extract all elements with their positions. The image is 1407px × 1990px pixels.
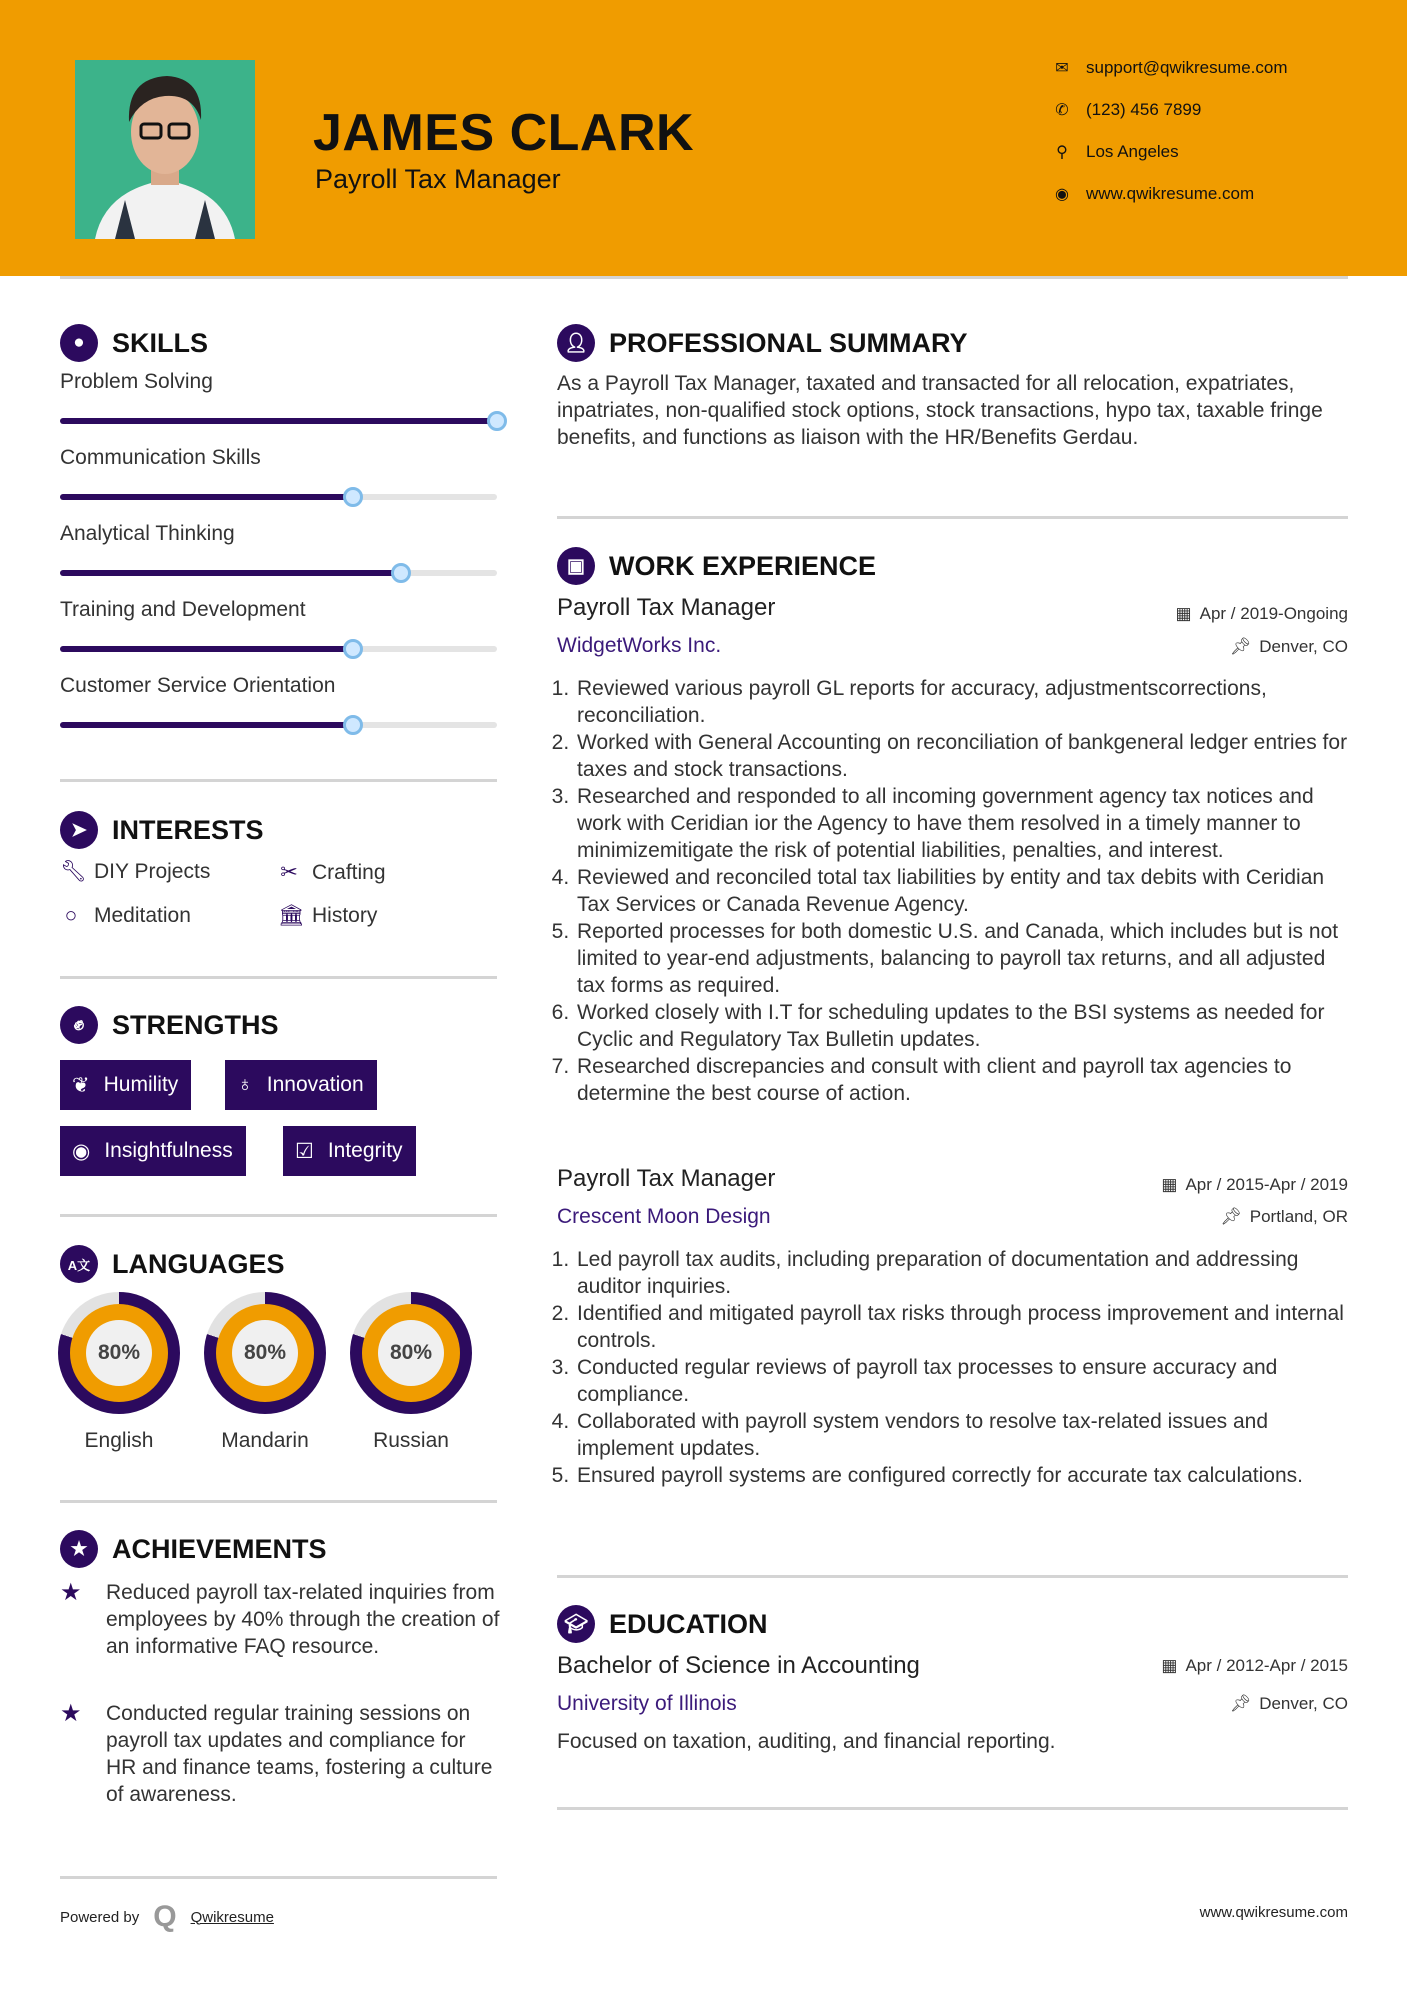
candidate-title: Payroll Tax Manager: [315, 164, 561, 194]
skill-item: [60, 522, 497, 546]
education-location: 📌︎ Denver, CO: [1229, 1694, 1348, 1713]
skill-bar-knob: [343, 487, 363, 507]
profile-photo: [75, 60, 255, 239]
duty-item: 5. Ensured payroll systems are configured correctly for accurate tax calculations.: [575, 1462, 1348, 1489]
duty-item: 6. Worked closely with I.T for scheduling updates to the BSI systems as needed for Cyclic and Regulatory Tax Bulletin updates.: [575, 999, 1348, 1053]
check-square-icon: ☑: [295, 1139, 314, 1163]
strength-tag: ❦ Humility: [60, 1060, 191, 1110]
strengths-heading: ✊︎ STRENGTHS: [60, 1006, 279, 1044]
job-dates: ▦ Apr / 2019-Ongoing: [1175, 604, 1348, 623]
skill-label: Communication Skills: [60, 446, 261, 469]
scissors-icon: ✂: [280, 861, 298, 884]
duty-item: 4. Reviewed and reconciled total tax liabilities by entity and tax debits with Ceridian Tax Services or Canada Revenue Agency.: [575, 864, 1348, 918]
work-heading: ▣ WORK EXPERIENCE: [557, 547, 876, 585]
skill-label: Analytical Thinking: [60, 522, 235, 545]
duty-item: 2. Identified and mitigated payroll tax risks through process improvement and internal controls.: [575, 1300, 1348, 1354]
globe-icon: ◉: [1055, 186, 1069, 203]
skill-bar-knob: [343, 715, 363, 735]
skill-bar-fill: [60, 494, 353, 500]
job-company: WidgetWorks Inc.: [557, 634, 722, 657]
museum-icon: 🏛︎: [278, 904, 305, 927]
qwikresume-link[interactable]: Qwikresume: [190, 1908, 274, 1926]
language-label: Mandarin: [221, 1429, 309, 1452]
contact-location: [1052, 142, 1179, 162]
skill-item: [60, 674, 497, 698]
skill-item: [60, 446, 497, 470]
qwikresume-logo-icon: Q: [153, 1900, 177, 1933]
contact-email[interactable]: [1052, 58, 1288, 78]
website-text: www.qwikresume.com: [1086, 184, 1255, 203]
skill-item: [60, 598, 497, 622]
skill-bar: [60, 418, 497, 424]
job-company: Crescent Moon Design: [557, 1205, 771, 1228]
achievements-heading: ★ ACHIEVEMENTS: [60, 1530, 327, 1568]
language-percent: 80%: [378, 1320, 444, 1386]
user-icon: 👤︎: [557, 324, 595, 362]
language-percent: 80%: [232, 1320, 298, 1386]
skill-label: Training and Development: [60, 598, 306, 621]
language-label: English: [84, 1429, 154, 1452]
skill-bar: [60, 570, 497, 576]
paper-plane-icon: ➤: [60, 811, 98, 849]
skill-label: Problem Solving: [60, 370, 213, 393]
divider: [60, 1214, 497, 1217]
language-donut: [350, 1292, 472, 1414]
skills-heading: ● SKILLS: [60, 324, 208, 362]
duty-item: 1. Reviewed various payroll GL reports for accuracy, adjustmentscorrections, reconciliation.: [575, 675, 1348, 729]
achievement-item: ★ Reduced payroll tax-related inquiries from employees by 40% through the creation of an informative FAQ resource.: [60, 1579, 500, 1658]
duty-item: 7. Researched discrepancies and consult with client and payroll tax agencies to determine the best course of action.: [575, 1053, 1348, 1107]
interest-item: 🔧︎ DIY Projects: [60, 860, 211, 883]
job-dates: ▦ Apr / 2015-Apr / 2019: [1161, 1175, 1348, 1194]
strength-tag: ◉ Insightfulness: [60, 1126, 246, 1176]
location-text: Los Angeles: [1086, 142, 1179, 161]
language-donut: [204, 1292, 326, 1414]
candidate-name: JAMES CLARK: [313, 104, 695, 162]
job-title: Payroll Tax Manager: [557, 1165, 776, 1192]
summary-heading: 👤︎ PROFESSIONAL SUMMARY: [557, 324, 968, 362]
languages-heading: A文 LANGUAGES: [60, 1245, 285, 1283]
interest-item: 🏛︎ History: [278, 904, 378, 927]
calendar-icon: ▦: [1161, 1175, 1178, 1194]
divider: [557, 1575, 1348, 1578]
pin-icon: 📌︎: [1229, 1694, 1252, 1713]
summary-text: As a Payroll Tax Manager, taxated and transacted for all relocation, expatriates, inpatriates, non-qualified stock options, stock transactions, hypo tax, taxable fringe benefits, and functions as liaison with the HR/Benefits Gerdau.: [557, 372, 1323, 449]
language-label: Russian: [373, 1429, 449, 1452]
skill-bar-fill: [60, 722, 353, 728]
job-duties: [557, 675, 1348, 1107]
strength-tag: ♁ Innovation: [225, 1060, 377, 1110]
star-icon: ★: [60, 1579, 82, 1606]
interest-item: ✂ Crafting: [278, 860, 386, 885]
duty-item: 3. Researched and responded to all incoming government agency tax notices and work with Ceridian ior the Agency to have them resolved in a timely manner to minimizemitigate the risk of potential liabilities, penalties, and interest.: [575, 783, 1348, 864]
job-title: Payroll Tax Manager: [557, 594, 776, 621]
briefcase-icon: ▣: [557, 547, 595, 585]
footer-powered-by: Powered by Q Qwikresume: [60, 1900, 274, 1933]
job-location: 📌︎ Denver, CO: [1229, 637, 1348, 656]
header-divider: [60, 276, 1348, 279]
footer-website[interactable]: www.qwikresume.com: [1199, 1904, 1348, 1921]
wrench-icon: 🔧︎: [60, 860, 87, 883]
divider: [557, 516, 1348, 519]
skill-bar-knob: [343, 639, 363, 659]
eye-icon: ◉: [72, 1139, 91, 1163]
skill-bar-knob: [391, 563, 411, 583]
education-description: Focused on taxation, auditing, and financial reporting.: [557, 1730, 1056, 1753]
graduate-icon: 🎓︎: [557, 1605, 595, 1643]
pin-icon: 📌︎: [1229, 637, 1252, 656]
education-heading: 🎓︎ EDUCATION: [557, 1605, 768, 1643]
email-text: support@qwikresume.com: [1086, 58, 1288, 77]
skill-bar-fill: [60, 570, 401, 576]
divider: [557, 1807, 1348, 1810]
language-percent: 80%: [86, 1320, 152, 1386]
divider: [60, 976, 497, 979]
duty-item: 5. Reported processes for both domestic U.S. and Canada, which includes but is not limited to year-end adjustments, balancing to payroll tax returns, and all adjusted tax forms as required.: [575, 918, 1348, 999]
achievement-item: ★ Conducted regular training sessions on payroll tax updates and compliance for HR and finance teams, fostering a culture of awareness.: [60, 1700, 493, 1806]
duty-item: 2. Worked with General Accounting on reconciliation of bankgeneral ledger entries for taxes and stock transactions.: [575, 729, 1348, 783]
map-marker-icon: ⚲: [1056, 144, 1068, 161]
duty-item: 4. Collaborated with payroll system vendors to resolve tax-related issues and implement updates.: [575, 1408, 1348, 1462]
interest-item: ○ Meditation: [60, 904, 191, 928]
pin-icon: 📌︎: [1220, 1207, 1242, 1226]
skill-bar: [60, 494, 497, 500]
skill-bar: [60, 646, 497, 652]
strength-tag: ☑ Integrity: [283, 1126, 416, 1176]
circle-icon: ○: [64, 904, 78, 927]
degree: Bachelor of Science in Accounting: [557, 1652, 920, 1679]
school: University of Illinois: [557, 1692, 737, 1715]
translate-icon: A文: [60, 1245, 98, 1283]
leaf-icon: ❦: [72, 1073, 90, 1097]
interests-heading: ➤ INTERESTS: [60, 811, 264, 849]
skill-bar: [60, 722, 497, 728]
divider: [60, 779, 497, 782]
skill-bar-fill: [60, 418, 497, 424]
education-dates: ▦ Apr / 2012-Apr / 2015: [1161, 1656, 1348, 1675]
language-donut: [58, 1292, 180, 1414]
divider: [60, 1876, 497, 1879]
envelope-icon: ✉: [1055, 60, 1069, 77]
duty-item: 3. Conducted regular reviews of payroll tax processes to ensure accuracy and compliance.: [575, 1354, 1348, 1408]
contact-phone[interactable]: [1052, 100, 1201, 120]
skill-bar-fill: [60, 646, 353, 652]
duty-item: 1. Led payroll tax audits, including preparation of documentation and addressing auditor inquiries.: [575, 1246, 1348, 1300]
calendar-icon: ▦: [1161, 1656, 1178, 1675]
lightbulb-icon: ♁: [237, 1073, 253, 1096]
contact-website[interactable]: [1052, 184, 1254, 204]
calendar-icon: ▦: [1175, 604, 1192, 623]
phone-icon: ✆: [1055, 102, 1069, 119]
lightbulb-icon: ●: [60, 324, 98, 362]
star-icon: ★: [60, 1700, 82, 1727]
skill-bar-knob: [487, 411, 507, 431]
skill-item: [60, 370, 497, 394]
job-duties: [557, 1246, 1348, 1489]
phone-text: (123) 456 7899: [1086, 100, 1202, 119]
fist-icon: ✊︎: [60, 1006, 98, 1044]
job-location: 📌︎ Portland, OR: [1220, 1207, 1348, 1226]
star-badge-icon: ★: [60, 1530, 98, 1568]
divider: [60, 1500, 497, 1503]
skill-label: Customer Service Orientation: [60, 674, 336, 697]
